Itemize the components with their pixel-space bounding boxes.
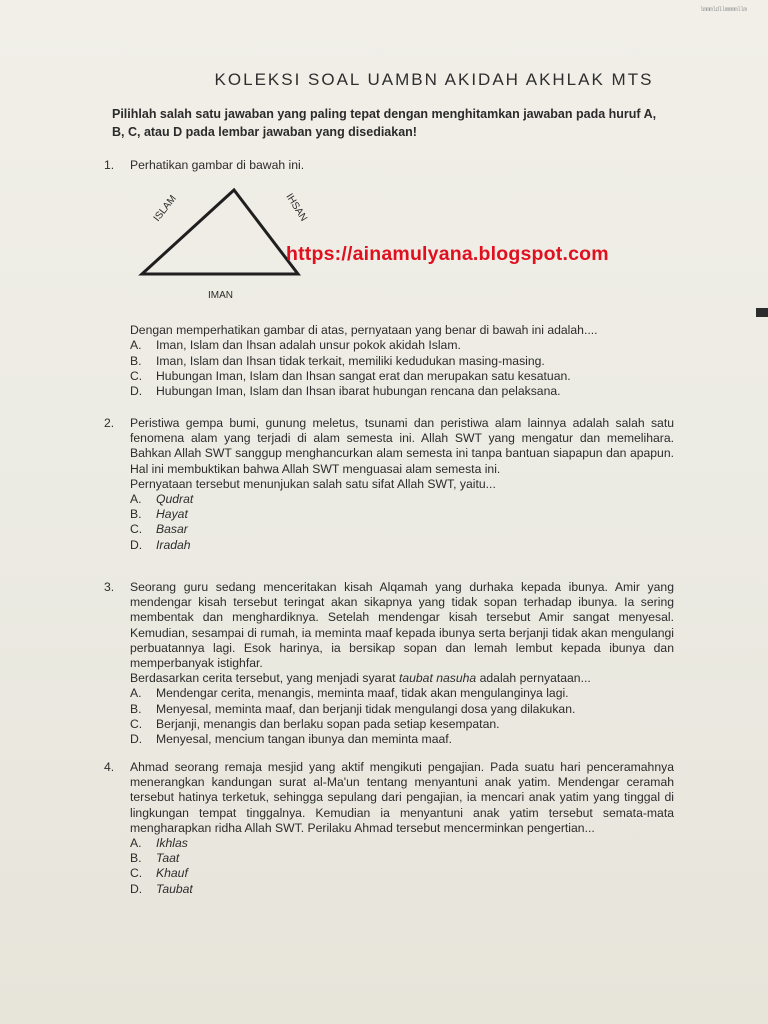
question-3 — [104, 580, 674, 747]
triangle-label-ihsan: IHSAN — [283, 191, 309, 224]
question-1 — [104, 158, 674, 399]
option-a[interactable]: A. Iman, Islam dan Ihsan adalah unsur pokok akidah Islam. — [130, 338, 461, 353]
question-4 — [104, 760, 674, 897]
option-d[interactable]: D. Iradah — [130, 537, 191, 552]
triangle-label-islam: ISLAM — [151, 193, 179, 224]
triangle-diagram — [132, 182, 309, 302]
question-text: Perhatikan gambar di bawah ini. — [130, 158, 305, 172]
option-d[interactable]: D. Taubat — [130, 881, 193, 896]
option-c[interactable]: C. Khauf — [130, 866, 188, 881]
option-a[interactable]: A. Qudrat — [130, 492, 194, 507]
option-c[interactable]: C. Berjanji, menangis dan berlaku sopan pada setiap kesempatan. — [130, 716, 500, 731]
question-text: Seorang guru sedang menceritakan kisah Alqamah yang durhaka kepada ibunya. Amir yang mendengar kisah tersebut teringat akan sikapnya yang tidak sopan terhadap ibunya. Ia sering membentak dan menghardiknya. Setelah mendengar kisah tersebut Amir sangat menyesal. Kemudian, sesampai di rumah, ia meminta maaf kepada ibunya serta berjanji tidak akan mengulangi perbuatannya lagi. Esok harinya, ia bersikap sopan dan lemah lembut kepada ibunya dan memperbanyak istighfar. — [130, 580, 674, 671]
option-b[interactable]: B. Iman, Islam dan Ihsan tidak terkait, memiliki kedudukan masing-masing. — [130, 353, 545, 368]
question-number: 4. — [104, 760, 115, 774]
option-list — [130, 338, 674, 399]
option-d[interactable]: D. Menyesal, mencium tangan ibunya dan meminta maaf. — [130, 732, 453, 747]
question-prompt: Pernyataan tersebut menunjukan salah satu sifat Allah SWT, yaitu... — [130, 476, 496, 491]
question-number: 1. — [104, 158, 115, 172]
question-2 — [104, 416, 674, 553]
blog-watermark: https://ainamulyana.blogspot.com — [286, 243, 609, 265]
option-a[interactable]: A. Ikhlas — [130, 836, 188, 851]
option-c[interactable]: C. Basar — [130, 522, 188, 537]
question-number: 3. — [104, 580, 115, 594]
option-b[interactable]: B. Hayat — [130, 507, 188, 522]
question-number: 2. — [104, 416, 115, 430]
option-b[interactable]: B. Menyesal, meminta maaf, dan berjanji tidak mengulangi dosa yang dilakukan. — [130, 701, 576, 716]
page-edge-tab — [756, 308, 768, 317]
option-list — [130, 836, 674, 897]
question-text: Ahmad seorang remaja mesjid yang aktif mengikuti pengajian. Pada suatu hari penceramahnya menerangkan kandungan surat al-Ma'un tentang menyantuni anak yatim. Mendengar ceramah tersebut hatinya terketuk, sehingga sepulang dari pengajian, ia mencari anak yatim yang tinggal di lingkungan tempat tinggalnya. Kemudian ia menyantuni anak yatim tersebut semata-mata mengharapkan ridha Allah SWT. Perilaku Ahmad tersebut mencerminkan pengertian... — [130, 760, 674, 835]
edge-scan-mark: lmmmldllmmmmllm — [700, 6, 747, 13]
option-list — [130, 492, 674, 553]
question-prompt: Berdasarkan cerita tersebut, yang menjadi syarat taubat nasuha adalah pernyataan... — [130, 671, 591, 686]
option-b[interactable]: B. Taat — [130, 851, 180, 866]
question-text: Peristiwa gempa bumi, gunung meletus, tsunami dan peristiwa alam lainnya adalah salah satu fenomena alam yang terjadi di alam semesta ini. Allah SWT yang mengatur dan memelihara. Bahkan Allah SWT sanggup menghancurkan alam semesta ini tanpa bantuan siapapun dan apapun. Hal ini membuktikan bahwa Allah SWT menguasai alam semesta ini. — [130, 416, 674, 476]
page-title: KOLEKSI SOAL UAMBN AKIDAH AKHLAK MTS — [214, 70, 654, 89]
question-prompt: Dengan memperhatikan gambar di atas, pernyataan yang benar di bawah ini adalah.... — [130, 323, 598, 338]
triangle-label-iman: IMAN — [208, 290, 233, 301]
option-list — [130, 686, 674, 747]
instructions: Pilihlah salah satu jawaban yang paling tepat dengan menghitamkan jawaban pada huruf A, B, C, atau D pada lembar jawaban yang disediakan! — [112, 107, 657, 139]
option-d[interactable]: D. Hubungan Iman, Islam dan Ihsan ibarat hubungan rencana dan pelaksana. — [130, 384, 561, 399]
option-a[interactable]: A. Mendengar cerita, menangis, meminta maaf, tidak akan mengulanginya lagi. — [130, 686, 569, 701]
option-c[interactable]: C. Hubungan Iman, Islam dan Ihsan sangat erat dan merupakan satu kesatuan. — [130, 368, 571, 383]
